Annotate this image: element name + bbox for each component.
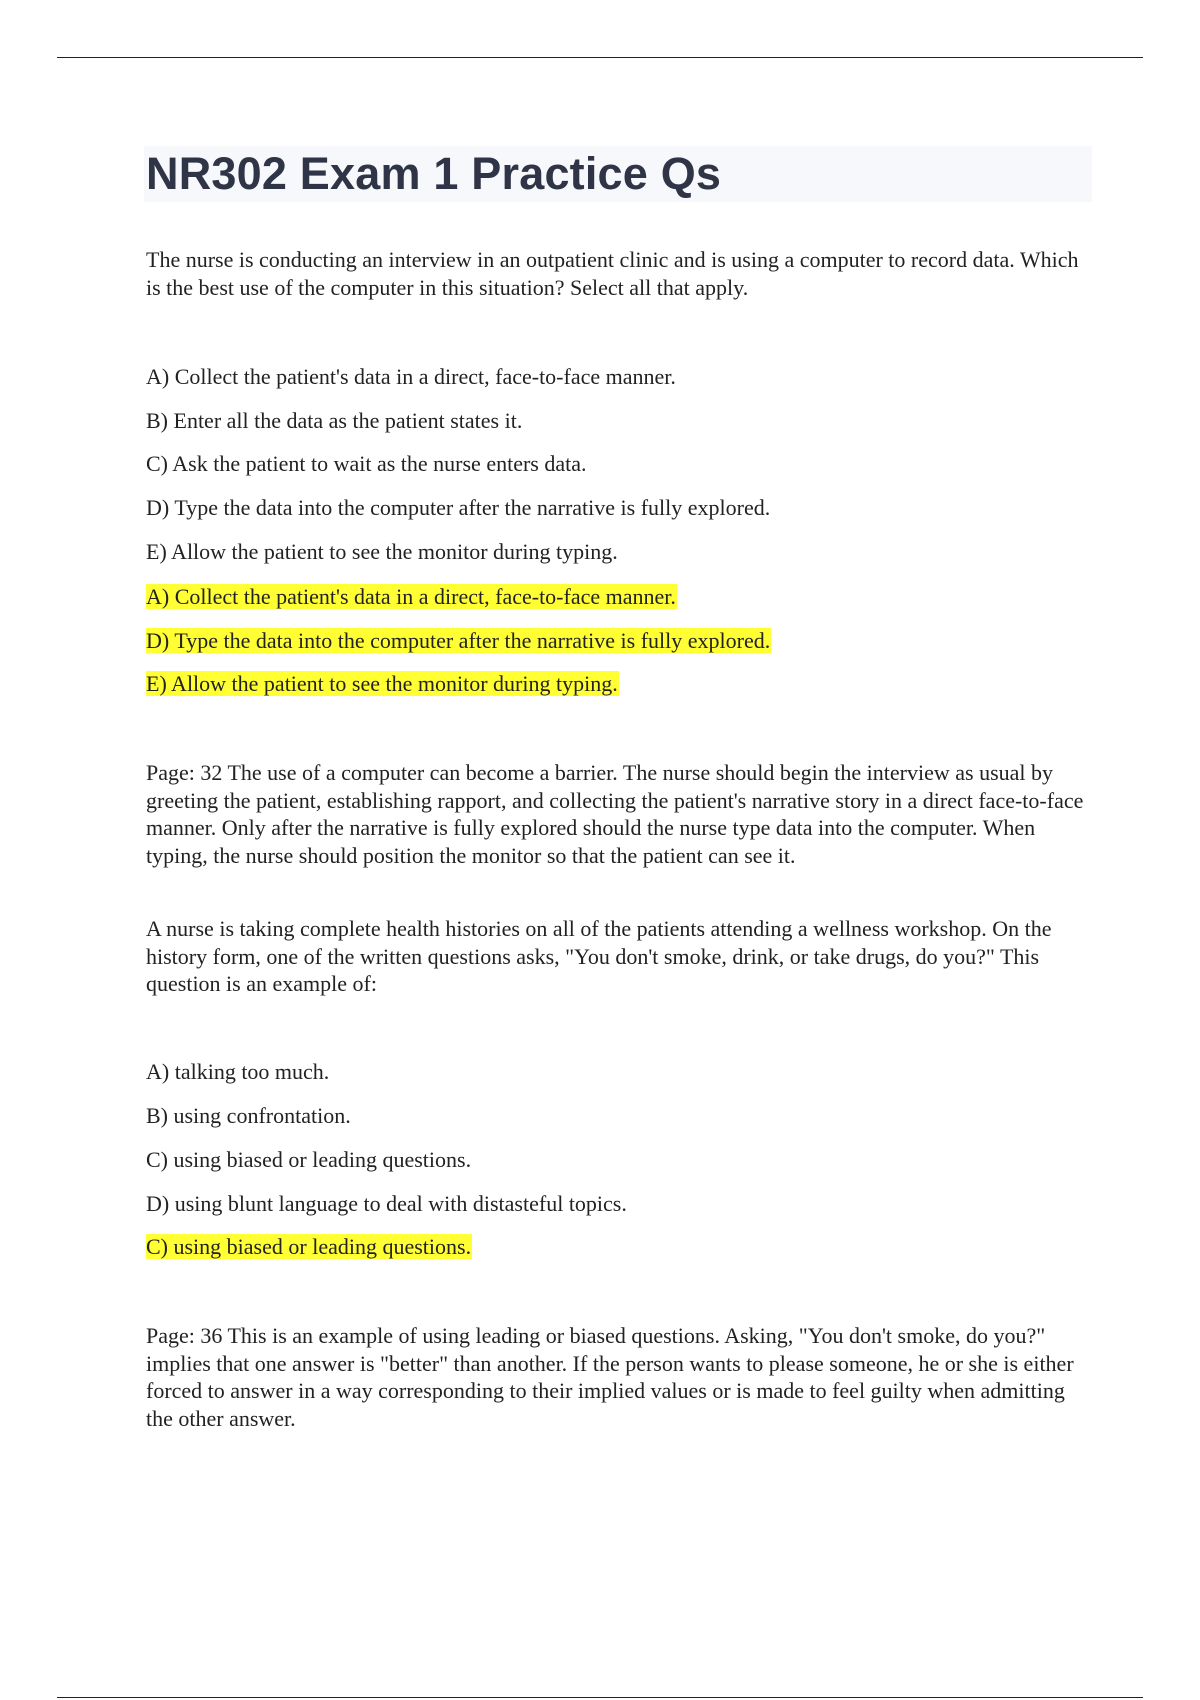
question-1-option-b: B) Enter all the data as the patient states it. <box>146 408 523 433</box>
top-divider <box>57 57 1143 58</box>
question-1-option-c: C) Ask the patient to wait as the nurse enters data. <box>146 451 587 476</box>
question-1-option-d: D) Type the data into the computer after the narrative is fully explored. <box>146 495 771 520</box>
question-1-option-a: A) Collect the patient's data in a direct, face-to-face manner. <box>146 364 676 389</box>
question-1-explanation: Page: 32 The use of a computer can become a barrier. The nurse should begin the interview as usual by greeting the patient, establishing rapport, and collecting the patient's narrative story in a direct face-to-face manner. Only after the narrative is fully explored should the nurse type data into the computer. When typing, the nurse should position the monitor so that the patient can see it. <box>146 760 1084 868</box>
question-1-text: The nurse is conducting an interview in an outpatient clinic and is using a computer to record data. Which is the best use of the computer in this situation? Select all that apply. <box>146 247 1079 300</box>
question-2-answer-1 <box>146 1233 472 1260</box>
bottom-divider <box>57 1697 1143 1698</box>
document-title: NR302 Exam 1 Practice Qs <box>146 148 722 199</box>
answer-highlight: A) Collect the patient's data in a direct, face-to-face manner. <box>146 584 676 609</box>
question-2-explanation: Page: 36 This is an example of using leading or biased questions. Asking, "You don't smoke, do you?" implies that one answer is "better" than another. If the person wants to please someone, he or she is either forced to answer in a way corresponding to their implied values or is made to feel guilty when admitting the other answer. <box>146 1323 1074 1431</box>
answer-highlight: C) using biased or leading questions. <box>146 1234 472 1259</box>
question-1-option-e: E) Allow the patient to see the monitor during typing. <box>146 539 618 564</box>
question-2-option-c: C) using biased or leading questions. <box>146 1147 472 1172</box>
question-2-option-d: D) using blunt language to deal with distasteful topics. <box>146 1191 627 1216</box>
answer-highlight: E) Allow the patient to see the monitor during typing. <box>146 671 618 696</box>
question-1-answer-2 <box>146 627 771 654</box>
question-1-answer-3 <box>146 670 619 697</box>
question-2-text: A nurse is taking complete health histories on all of the patients attending a wellness workshop. On the history form, one of the written questions asks, "You don't smoke, drink, or take drugs, do you?" This question is an example of: <box>146 916 1052 996</box>
answer-highlight: D) Type the data into the computer after the narrative is fully explored. <box>146 628 771 653</box>
question-1-answer-1 <box>146 583 677 610</box>
question-2-option-b: B) using confrontation. <box>146 1103 351 1128</box>
question-2-option-a: A) talking too much. <box>146 1059 330 1084</box>
